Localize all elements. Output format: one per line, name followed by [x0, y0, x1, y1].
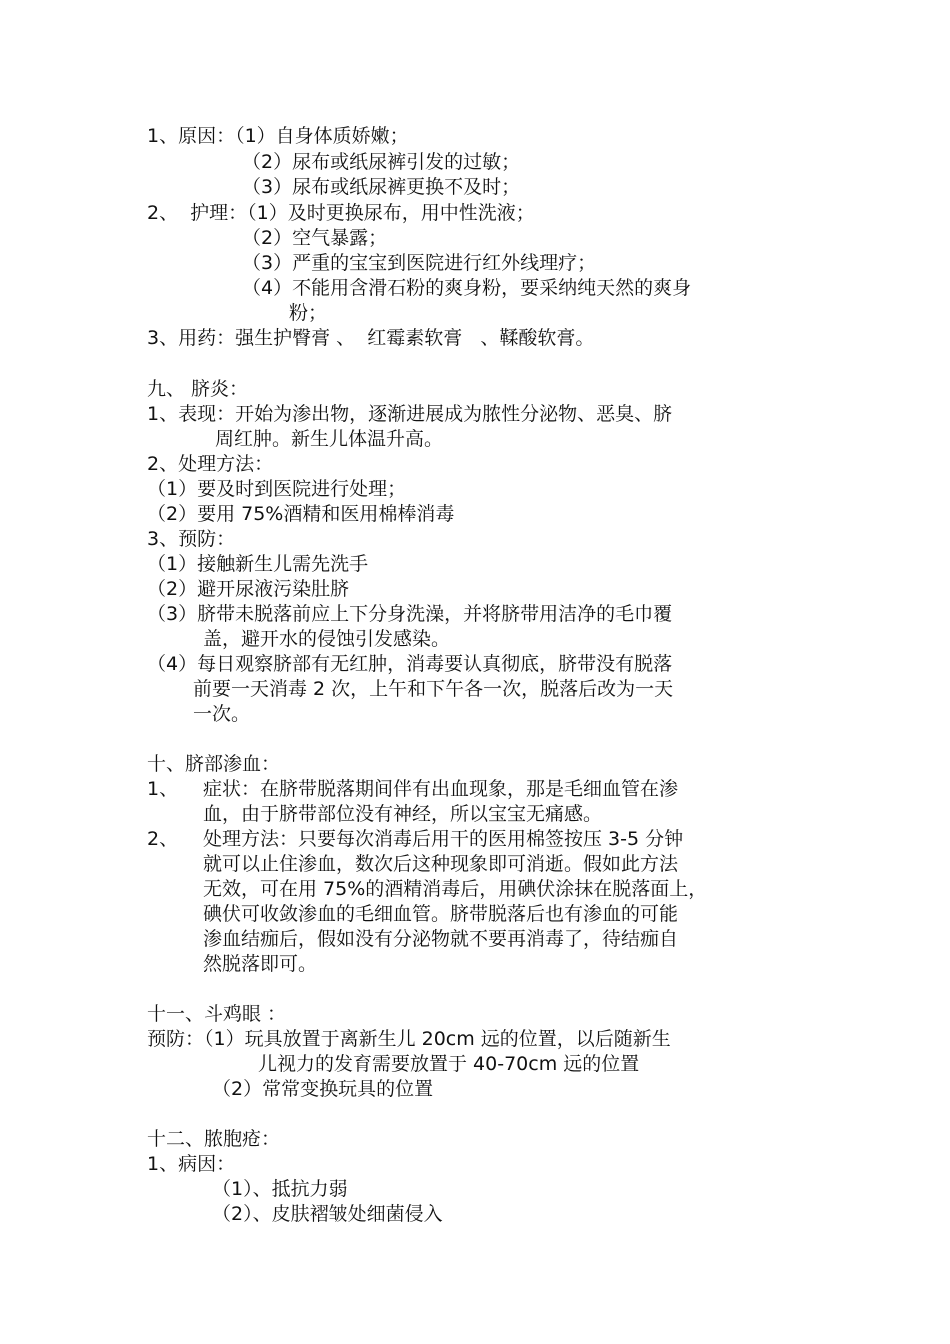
- text-line: 1、病因：: [147, 1153, 236, 1175]
- text-line: （3）脐带未脱落前应上下分身洗澡，并将脐带用洁净的毛巾覆: [147, 603, 673, 625]
- text-line: （4）每日观察脐部有无红肿，消毒要认真彻底，脐带没有脱落: [147, 653, 673, 675]
- text-line: （3）尿布或纸尿裤更换不及时；: [242, 176, 521, 198]
- text-line: 1、原因：（1）自身体质娇嫩；: [147, 125, 409, 147]
- text-line: （1）接触新生儿需先洗手: [147, 553, 369, 575]
- text-line: （2）避开尿液污染肚脐: [147, 578, 350, 600]
- text-line: 处理方法：只要每次消毒后用干的医用棉签按压 3-5 分钟: [203, 828, 684, 850]
- text-line: 周红肿。新生儿体温升高。: [215, 428, 444, 450]
- text-line: 一次。: [193, 703, 251, 725]
- section-heading: 九、 脐炎：: [147, 378, 249, 400]
- text-line: （2）、皮肤褶皱处细菌侵入: [212, 1203, 443, 1225]
- text-line: 就可以止住渗血，数次后这种现象即可消逝。假如此方法: [203, 853, 679, 875]
- text-line: 盖，避开水的侵蚀引发感染。: [203, 628, 451, 650]
- text-line: 血，由于脐带部位没有神经，所以宝宝无痛感。: [203, 803, 603, 825]
- text-line: 渗血结痂后，假如没有分泌物就不要再消毒了，待结痂自: [203, 928, 679, 950]
- section-heading: 十一、斗鸡眼 ：: [147, 1003, 287, 1025]
- text-line: 碘伏可收敛渗血的毛细血管。脐带脱落后也有渗血的可能: [203, 903, 679, 925]
- section-heading: 十二、脓胞疮：: [147, 1128, 281, 1150]
- text-line: 儿视力的发育需要放置于 40-70cm 远的位置: [258, 1053, 640, 1075]
- text-line: 1、表现：开始为渗出物，逐渐进展成为脓性分泌物、恶臭、脐: [147, 403, 673, 425]
- text-line: （3）严重的宝宝到医院进行红外线理疗；: [242, 252, 597, 274]
- text-line: （4）不能用含滑石粉的爽身粉，要采纳纯天然的爽身: [242, 277, 692, 299]
- text-line: 然脱落即可。: [203, 953, 318, 975]
- text-line: （1）要及时到医院进行处理；: [147, 478, 407, 500]
- text-line: 前要一天消毒 2 次，上午和下午各一次，脱落后改为一天: [193, 678, 674, 700]
- text-line: 预防：（1）玩具放置于离新生儿 20cm 远的位置，以后随新生: [147, 1028, 671, 1050]
- text-line: （1）、抵抗力弱: [212, 1178, 348, 1200]
- text-line: 3、用药：强生护臀膏 、 红霉素软膏 、鞣酸软膏。: [147, 327, 595, 349]
- text-line: （2）要用 75%酒精和医用棉棒消毒: [147, 503, 455, 525]
- section-heading: 十、脐部渗血：: [147, 753, 281, 775]
- text-line: 症状：在脐带脱落期间伴有出血现象，那是毛细血管在渗: [203, 778, 679, 800]
- text-line: （2）尿布或纸尿裤引发的过敏；: [242, 151, 521, 173]
- text-line: （2）空气暴露；: [242, 227, 388, 249]
- text-line: 粉；: [289, 302, 328, 324]
- text-line: 无效，可在用 75%的酒精消毒后，用碘伏涂抹在脱落面上，: [203, 878, 708, 900]
- text-line: 3、预防：: [147, 528, 236, 550]
- text-line: 2、处理方法：: [147, 453, 274, 475]
- text-line: （2）常常变换玩具的位置: [212, 1078, 434, 1100]
- list-number: 1、: [147, 778, 179, 800]
- list-number: 2、: [147, 828, 179, 850]
- text-line: 2、 护理：（1）及时更换尿布，用中性洗液；: [147, 202, 535, 224]
